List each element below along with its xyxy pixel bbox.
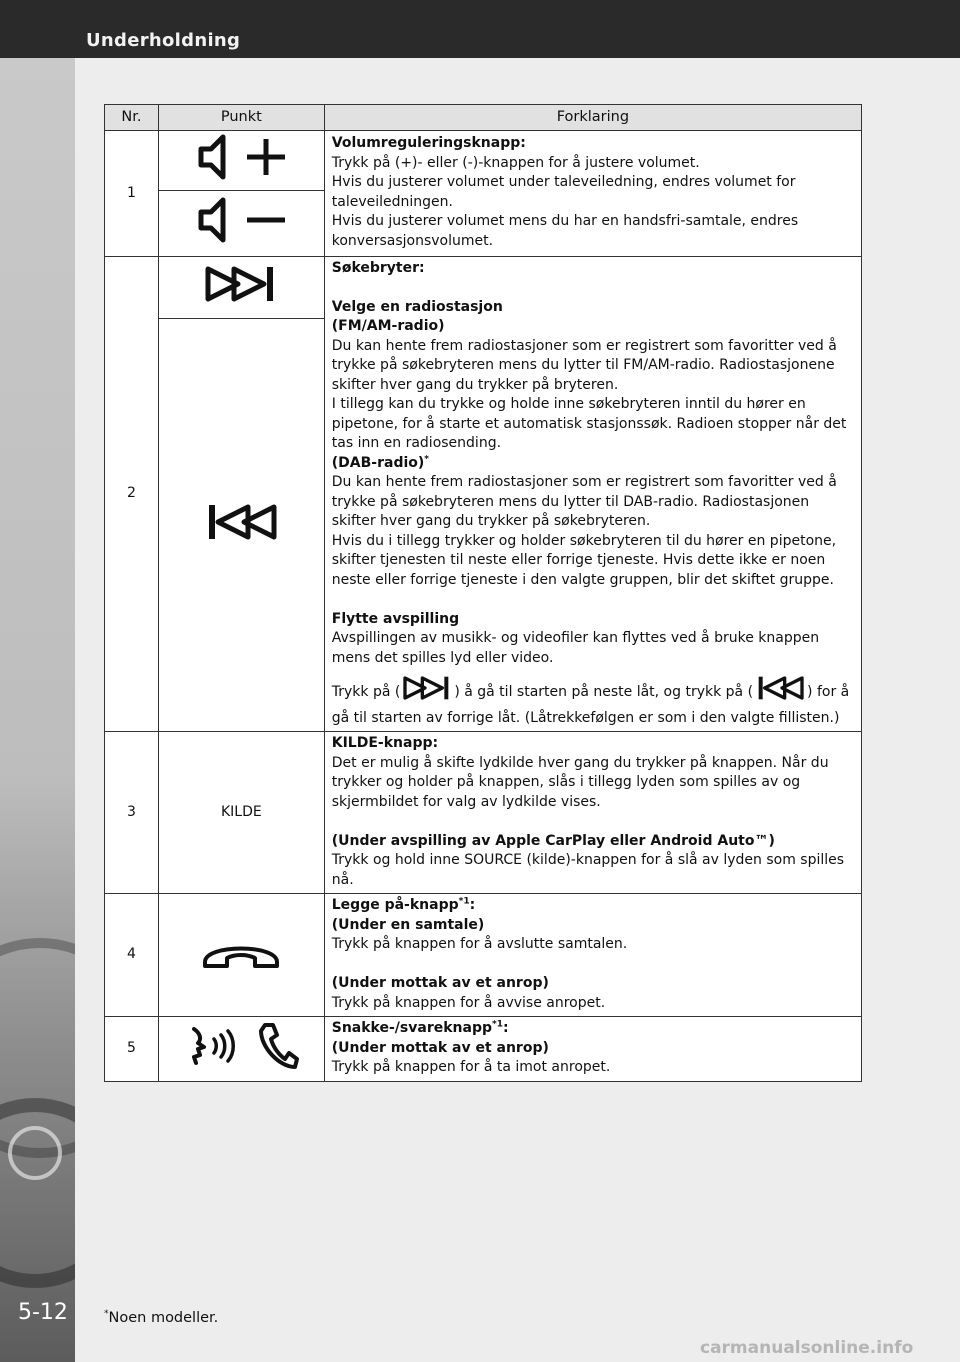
controls-table (104, 104, 862, 1082)
sidebar-strip (0, 58, 75, 1362)
condition-label: (Under mottak av et anrop) (331, 975, 549, 991)
header-forklaring: Forklaring (324, 105, 861, 131)
condition-label: (Under avspilling av Apple CarPlay eller Android Auto™) (331, 832, 775, 849)
page-header (0, 0, 960, 58)
description-text: Hvis du i tillegg trykker og holder søkebryteren til du hører en pipetone, skifter tjenesten til neste eller forrige tjeneste. Hvis dette ikke er noen neste eller forrige tjeneste i den valgte gruppen, blir det skiftet gruppe. (331, 532, 837, 588)
item-cell (158, 1017, 324, 1082)
description-text: Du kan hente frem radiostasjoner som er registrert som favoritter ved å trykke på søkebryteren mens du lytter til FM/AM-radio. Radiostasjonene skifter hver gang du trykker på bryteren. (331, 337, 837, 393)
description-line: Trykk på (+)- eller (-)-knappen for å justere volumet. (331, 154, 700, 171)
table-row (105, 1017, 862, 1082)
row-number: 1 (105, 131, 159, 257)
item-title: Legge på-knapp$^{*1}$: (331, 896, 476, 913)
description-text: Trykk på knappen for å ta imot anropet. (331, 1059, 611, 1075)
watermark: carmanualsonline.info (700, 1338, 914, 1358)
item-title: Søkebryter: (331, 259, 425, 276)
voice-command-icon (184, 1023, 238, 1076)
row-number: 3 (105, 732, 159, 894)
condition-label: (Under mottak av et anrop) (331, 1039, 549, 1056)
description-text: I tillegg kan du trykke og holde inne søkebryteren inntil du hører en pipetone, for å starte et automatisk stasjonssøk. Radioen stopper når det tas inn en radiosending. (331, 396, 847, 451)
brand-logo-icon (8, 1126, 62, 1180)
condition-label: (DAB-radio)* (331, 453, 429, 471)
seek-backward-icon (753, 674, 807, 709)
description-text: Trykk på knappen for å avvise anropet. (331, 994, 606, 1011)
item-title: Volumreguleringsknapp: (331, 135, 526, 152)
description-line: Hvis du justerer volumet under taleveiledning, endres volumet for taleveiledningen. (331, 174, 796, 210)
hang-up-icon (199, 934, 283, 977)
item-cell (158, 894, 324, 1017)
page-number: 5-12 (18, 1300, 68, 1325)
item-cell (158, 256, 324, 318)
item-cell (158, 131, 324, 191)
description-text: Trykk på ( ) å gå til starten på neste låt, og trykk på ( ) for å gå til starten av forrige låt. (Låtrekkefølgen er som i den valgte fillisten.) (332, 674, 856, 728)
table-row (105, 131, 862, 191)
description-cell (324, 894, 861, 1017)
row-number: 5 (105, 1017, 159, 1082)
phone-pickup-icon (257, 1021, 299, 1078)
seek-forward-icon (204, 263, 278, 312)
condition-label: (FM/AM-radio) (331, 318, 445, 334)
section-title: Underholdning (86, 30, 241, 51)
header-punkt: Punkt (158, 105, 324, 131)
subsection-title: Velge en radiostasjon (331, 298, 503, 315)
volume-down-icon (195, 194, 287, 253)
row-number: 2 (105, 256, 159, 732)
item-label: KILDE (158, 732, 324, 894)
description-line: Hvis du justerer volumet mens du har en handsfri-samtale, endres konversasjonsvolumet. (331, 213, 799, 249)
condition-label: (Under en samtale) (331, 916, 485, 933)
description-cell (324, 256, 861, 732)
table-row (105, 256, 862, 318)
description-text: Du kan hente frem radiostasjoner som er registrert som favoritter ved å trykke på søkebryteren mens du lytter til DAB-radio. Radiostasjonen skifter hver gang du trykker på søkebryteren. (331, 474, 837, 529)
item-cell (158, 318, 324, 732)
table-row (105, 732, 862, 894)
description-text: Trykk på knappen for å avslutte samtalen. (331, 936, 628, 952)
description-cell (324, 1017, 861, 1082)
item-cell (158, 190, 324, 256)
row-number: 4 (105, 894, 159, 1017)
description-text: Det er mulig å skifte lydkilde hver gang du trykker på knappen. Når du trykker og holder på knappen, slås i tillegg lyden som spilles av og skjermbildet for valg av lydkilde vises. (331, 754, 829, 810)
table-header-row (105, 105, 862, 131)
description-cell (324, 732, 861, 894)
seek-forward-icon (400, 674, 454, 709)
seek-backward-icon (204, 501, 278, 550)
subsection-title: Flytte avspilling (331, 610, 460, 627)
footnote: *Noen modeller. (104, 1309, 219, 1326)
description-text: Avspillingen av musikk- og videofiler kan flyttes ved å bruke knappen mens det spilles lyd eller video. (331, 630, 820, 666)
item-title: Snakke-/svareknapp$^{*1}$: (331, 1019, 509, 1036)
description-text: Trykk og hold inne SOURCE (kilde)-knappen for å slå av lyden som spilles nå. (331, 852, 845, 888)
volume-up-icon (195, 131, 287, 190)
table-row (105, 894, 862, 1017)
item-title: KILDE-knapp: (331, 735, 439, 751)
description-cell (324, 131, 861, 257)
header-nr: Nr. (105, 105, 159, 131)
